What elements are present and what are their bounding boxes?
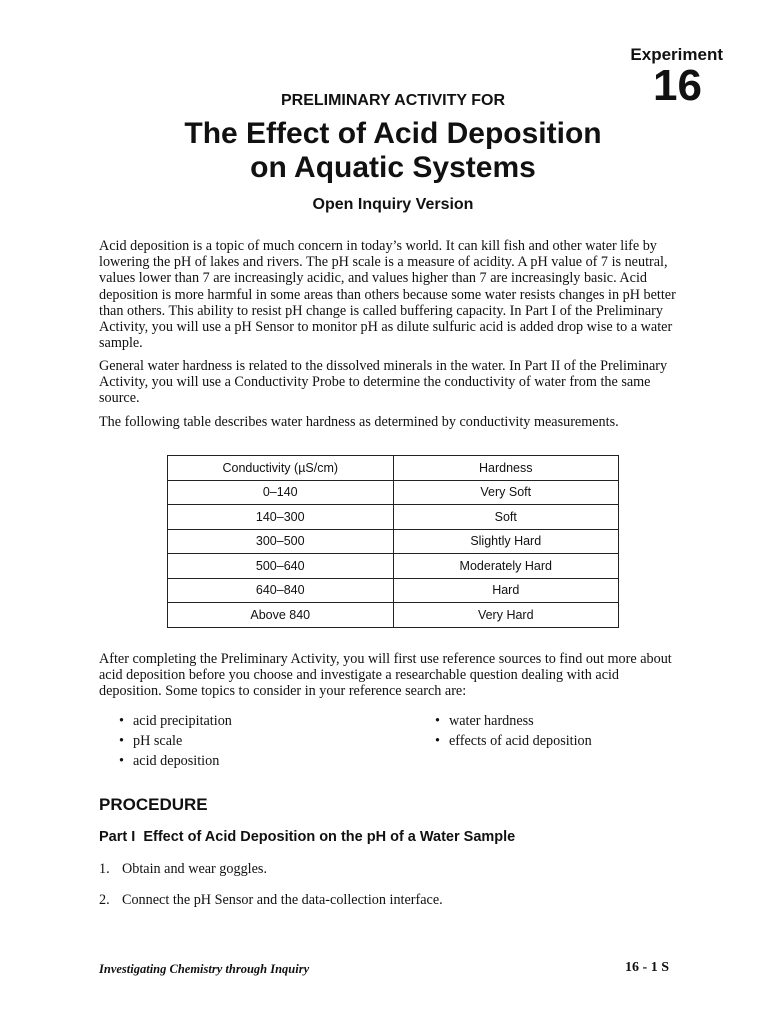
list-item [119,751,232,771]
procedure-step [99,892,443,909]
table-row [168,554,619,579]
table-row [168,480,619,505]
list-item [119,731,232,751]
step-text: Connect the pH Sensor and the data-collection interface. [122,892,443,908]
bullet-icon: • [119,733,124,749]
title-line-2: on Aquatic Systems [250,151,536,184]
topic-text: water hardness [449,713,534,729]
list-item [435,711,592,731]
list-item [435,731,592,751]
table-intro-paragraph: The following table describes water hardness as determined by conductivity measurements. [99,414,619,430]
step-number: 2. [99,892,110,908]
table-cell-conductivity: 500–640 [168,554,394,579]
bullet-icon: • [435,713,440,729]
table-row [168,505,619,530]
table-cell-conductivity: Above 840 [168,603,394,628]
step-number: 1. [99,861,110,877]
table-cell-hardness: Hard [393,578,619,603]
table-header-hardness: Hardness [393,456,619,481]
topics-list-right [435,711,592,751]
hardness-paragraph: General water hardness is related to the dissolved minerals in the water. In Part II of the Preliminary Activity, you will use a Conductivity Probe to determine the conductivity of water from the same source. [99,358,668,407]
table-cell-hardness: Very Hard [393,603,619,628]
footer-page-number: 16 - 1 S [625,960,669,975]
procedure-heading: PROCEDURE [99,795,208,814]
intro-paragraph: Acid deposition is a topic of much concern in today’s world. It can kill fish and other water life by lowering the pH of lakes and rivers. The pH scale is a measure of acidity. A pH value of 7 is neutral, values lower than 7 are increasingly acidic, and values higher than 7 are increasingly basic. Acid deposition is more harmful in some areas than others because some water resists changes in pH better than others. This ability to resist pH change is called buffering capacity. In Part I of the Preliminary Activity, you will use a pH Sensor to monitor pH as dilute sulfuric acid is added drop wise to a water sample. [99,238,676,352]
topics-list-left [119,711,232,771]
reference-paragraph: After completing the Preliminary Activity, you will first use reference sources to find out more about acid deposition before you choose and investigate a researchable question dealing with acid deposition. Some topics to consider in your reference search are: [99,651,672,700]
hardness-table [167,455,619,628]
table-cell-conductivity: 0–140 [168,480,394,505]
bullet-icon: • [435,733,440,749]
activity-kicker: PRELIMINARY ACTIVITY FOR [280,92,505,109]
part1-heading: Part I Effect of Acid Deposition on the pH of a Water Sample [99,829,516,845]
table-cell-hardness: Very Soft [393,480,619,505]
footer-book-title: Investigating Chemistry through Inquiry [99,962,310,976]
table-row [168,578,619,603]
title-line-1: The Effect of Acid Deposition [184,117,602,150]
list-item [119,711,232,731]
experiment-number: 16 [653,61,702,110]
topic-text: effects of acid deposition [449,733,592,749]
table-row [168,529,619,554]
table-cell-conductivity: 140–300 [168,505,394,530]
table-cell-hardness: Soft [393,505,619,530]
table-row [168,603,619,628]
topic-text: acid deposition [133,753,220,769]
table-cell-conductivity: 300–500 [168,529,394,554]
topic-text: pH scale [133,733,183,749]
page-title [0,117,768,185]
table-cell-hardness: Slightly Hard [393,529,619,554]
experiment-label: Experiment [630,45,723,64]
table-cell-conductivity: 640–840 [168,578,394,603]
bullet-icon: • [119,753,124,769]
version-subtitle: Open Inquiry Version [312,196,474,213]
topic-text: acid precipitation [133,713,232,729]
step-text: Obtain and wear goggles. [122,861,267,877]
procedure-step [99,861,267,878]
table-header-conductivity: Conductivity (µS/cm) [168,456,394,481]
bullet-icon: • [119,713,124,729]
table-header-row [168,456,619,481]
table-cell-hardness: Moderately Hard [393,554,619,579]
